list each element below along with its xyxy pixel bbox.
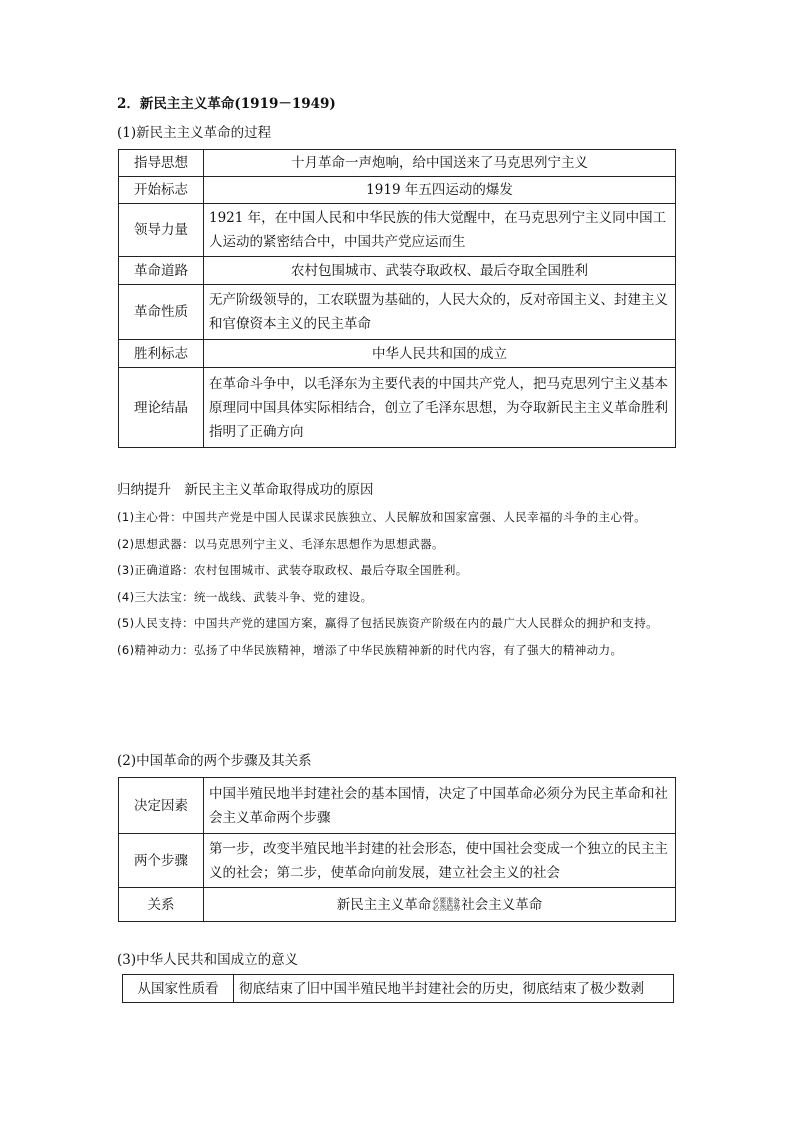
table-row [119, 177, 676, 204]
summary-list [117, 504, 679, 663]
list-item: (1)主心骨：中国共产党是中国人民谋求民族独立、人民解放和国家富强、人民幸福的斗争的主心骨。 [117, 510, 647, 524]
relation-arrow-label [432, 898, 460, 912]
row-text: 中国半殖民地半封建社会的基本国情，决定了中国革命必须分为民主革命和社会主义革命两个步骤 [204, 778, 676, 834]
table-row [123, 975, 674, 1003]
relation-stamp-top: 必要准备 [432, 897, 461, 905]
table-row [119, 204, 676, 257]
row-label: 领导力量 [119, 204, 204, 257]
sub1-title: (1)新民主主义革命的过程 [117, 125, 272, 141]
row-text: 第一步，改变半殖民地半封建的社会形态，使中国社会变成一个独立的民主主义的社会；第二步，使革命向前发展，建立社会主义的社会 [204, 834, 676, 888]
relation-stamp-bottom: 必然趋势 [432, 904, 461, 912]
table-row [119, 368, 676, 448]
row-label: 两个步骤 [119, 834, 204, 888]
row-text: 无产阶级领导的，工农联盟为基础的，人民大众的，反对帝国主义、封建主义和官僚资本主义的民主革命 [204, 285, 676, 340]
row-label: 开始标志 [119, 177, 204, 204]
table-row [119, 340, 676, 368]
steps-table [118, 777, 676, 922]
summary-title: 归纳提升 新民主主义革命取得成功的原因 [117, 482, 374, 498]
table-row [119, 285, 676, 340]
table-row [119, 150, 676, 177]
row-label: 革命性质 [119, 285, 204, 340]
sub2-title: (2)中国革命的两个步骤及其关系 [117, 753, 312, 769]
row-label: 从国家性质看 [123, 975, 234, 1003]
row-label: 胜利标志 [119, 340, 204, 368]
row-text: 1919 年五四运动的爆发 [204, 177, 676, 204]
relation-left: 新民主主义革命 [336, 896, 432, 913]
table-row [119, 257, 676, 285]
relation-cell [204, 888, 676, 922]
table-row [119, 778, 676, 834]
list-item: (4)三大法宝：统一战线、武装斗争、党的建设。 [117, 589, 373, 604]
relation-right: 社会主义革命 [461, 896, 543, 913]
row-label: 指导思想 [119, 150, 204, 177]
process-table [118, 149, 676, 448]
row-label: 关系 [119, 888, 204, 922]
list-item: (6)精神动力：弘扬了中华民族精神，增添了中华民族精神新的时代内容，有了强大的精神动力。 [117, 642, 623, 657]
row-label: 理论结晶 [119, 368, 204, 448]
row-text: 农村包围城市、武装夺取政权、最后夺取全国胜利 [204, 257, 676, 285]
meaning-table [122, 974, 674, 1003]
table-row [119, 888, 676, 922]
row-text: 中华人民共和国的成立 [204, 340, 676, 368]
row-text: 1921 年，在中国人民和中华民族的伟大觉醒中，在马克思列宁主义同中国工人运动的紧密结合中，中国共产党应运而生 [204, 204, 676, 257]
row-label: 决定因素 [119, 778, 204, 834]
section-title: 2．新民主主义革命(1919－1949) [117, 96, 336, 112]
row-text: 十月革命一声炮响，给中国送来了马克思列宁主义 [204, 150, 676, 177]
row-label: 革命道路 [119, 257, 204, 285]
list-item: (2)思想武器：以马克思列宁主义、毛泽东思想作为思想武器。 [117, 536, 444, 551]
row-text: 在革命斗争中，以毛泽东为主要代表的中国共产党人，把马克思列宁主义基本原理同中国具体实际相结合，创立了毛泽东思想，为夺取新民主主义革命胜利指明了正确方向 [204, 368, 676, 448]
row-text: 彻底结束了旧中国半殖民地半封建社会的历史，彻底结束了极少数剥 [234, 975, 674, 1003]
sub3-title: (3)中华人民共和国成立的意义 [117, 952, 299, 968]
list-item: (5)人民支持：中国共产党的建国方案，赢得了包括民族资产阶级在内的最广大人民群众的拥护和支持。 [117, 616, 659, 630]
list-item: (3)正确道路：农村包围城市、武装夺取政权、最后夺取全国胜利。 [117, 563, 468, 577]
table-row [119, 834, 676, 888]
